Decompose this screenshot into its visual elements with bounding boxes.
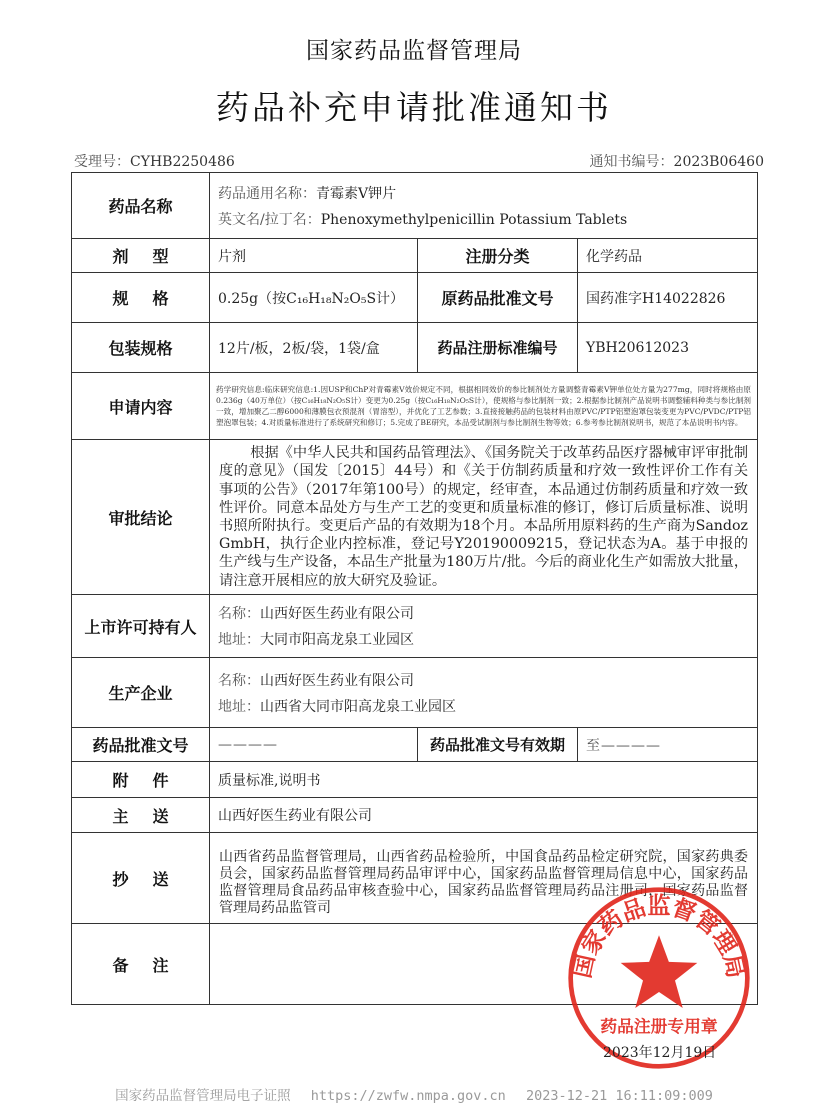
row-conclusion [72,440,758,595]
manufacturer-address-line [218,693,749,719]
application-value: 药学研究信息:临床研究信息:1.因USP和ChP对青霉素V效价规定不同，根据相同效价的参比制剂处方量调整青霉素V钾单位处方量为277mg，同时将规格由原0.236g（40万单位）（按C₁₆H₁₈N₂O₅S计）变更为0.25g（按C₁₆H₁₈N₂O₅S计），使规格与参比制剂一致；2.根据参比制剂产品说明书调整辅料种类与参比制剂一致，增加聚乙二醇6000和薄膜包衣预混剂（胃溶型），并优化了工艺参数；3.直接接触药品的包装材料由原PVC/PTP铝塑泡罩包装变更为PVC/PVDC/PTP铝塑泡罩包装；4.对质量标准进行了系统研究和修订；5.完成了BE研究，本品受试制剂与参比制剂生物等效；6.参考参比制剂说明书，规范了本品说明书内容。 [210,373,758,440]
mah-address-value: 大同市阳高龙泉工业园区 [260,632,414,648]
row-dosage-form [72,239,758,273]
approval-validity-value: 至———— [578,728,758,762]
approval-table [71,172,758,1005]
row-spec [72,273,758,323]
packaging-value: 12片/板，2板/袋，1袋/盒 [210,323,418,373]
approval-no-value: ———— [210,728,418,762]
conclusion-label: 审批结论 [72,440,210,595]
footer-label: 国家药品监督管理局电子证照 [115,1088,291,1104]
generic-name-value: 青霉素V钾片 [316,185,397,202]
dosage-form-value: 片剂 [210,239,418,273]
spec-value: 0.25g（按C₁₆H₁₈N₂O₅S计） [210,273,418,323]
seal-star-icon [621,935,698,1008]
approval-no-label: 药品批准文号 [72,728,210,762]
approval-validity-label: 药品批准文号有效期 [418,728,578,762]
mah-address-line [218,626,749,652]
row-drug-name [72,173,758,239]
mah-address-label: 地址： [218,632,260,648]
row-approval-number [72,728,758,762]
drug-name-cell [210,173,758,239]
notice-number-value: 2023B06460 [673,154,764,170]
orig-approval-label: 原药品批准文号 [418,273,578,323]
document-title: 药品补充申请批准通知书 [216,88,612,127]
manufacturer-name-value: 山西好医生药业有限公司 [260,672,414,689]
application-label: 申请内容 [72,373,210,440]
acceptance-number-label: 受理号： [74,154,130,170]
manufacturer-name-label: 名称： [218,672,260,689]
mah-cell [210,595,758,658]
manufacturer-cell [210,658,758,728]
notice-number-label: 通知书编号： [589,154,674,170]
packaging-label: 包装规格 [72,323,210,373]
manufacturer-address-value: 山西省大同市阳高龙泉工业园区 [260,698,456,715]
footer-url[interactable]: https://zwfw.nmpa.gov.cn [310,1088,506,1104]
drug-name-label: 药品名称 [72,173,210,239]
generic-name-label: 药品通用名称： [218,185,316,202]
acceptance-number [74,151,235,171]
row-attachment [72,762,758,798]
english-name-line [218,206,749,232]
row-manufacturer [72,658,758,728]
agency-title: 国家药品监督管理局 [306,38,522,64]
mah-name-line [218,600,749,626]
row-application [72,373,758,440]
approval-table-wrapper [71,172,757,1006]
english-name-value: Phenoxymethylpenicillin Potassium Tablets [320,211,628,228]
cc-label: 抄送 [72,833,210,924]
reg-class-label: 注册分类 [418,239,578,273]
remarks-label: 备注 [72,924,210,1005]
row-packaging [72,323,758,373]
acceptance-number-value: CYHB2250486 [130,154,235,170]
seal-center-text: 药品注册专用章 [600,1015,718,1036]
cc-value: 山西省药品监督管理局，山西省药品检验所，中国食品药品检定研究院，国家药典委员会，国家药品监督管理局药品审评中心，国家药品监督管理局信息中心，国家药品监督管理局食品药品审核查验中心，国家药品监督管理局药品注册司，国家药品监督管理局药品监管司 [210,833,758,924]
row-mah [72,595,758,658]
manufacturer-label: 生产企业 [72,658,210,728]
generic-name-line [218,180,749,206]
row-main-recipient [72,798,758,833]
mah-name-label: 名称： [218,606,260,622]
reg-std-value: YBH20612023 [578,323,758,373]
notice-number [590,151,764,171]
footer [0,1084,828,1104]
reg-std-label: 药品注册标准编号 [418,323,578,373]
attachment-label: 附件 [72,762,210,798]
mah-name-value: 山西好医生药业有限公司 [260,606,414,622]
footer-timestamp: 2023-12-21 16:11:09:009 [525,1088,713,1104]
attachment-value: 质量标准,说明书 [210,762,758,798]
manufacturer-name-line [218,667,749,693]
main-recipient-label: 主送 [72,798,210,833]
reg-class-value: 化学药品 [578,239,758,273]
english-name-label: 英文名/拉丁名： [218,211,321,228]
mah-label: 上市许可持有人 [72,595,210,658]
main-recipient-value: 山西好医生药业有限公司 [210,798,758,833]
spec-label: 规格 [72,273,210,323]
manufacturer-address-label: 地址： [218,698,260,715]
dosage-form-label: 剂型 [72,239,210,273]
conclusion-value: 根据《中华人民共和国药品管理法》、《国务院关于改革药品医疗器械审评审批制度的意见》（国发〔2015〕44号）和《关于仿制药质量和疗效一致性评价工作有关事项的公告》（2017年第100号）的规定，经审查，本品通过仿制药质量和疗效一致性评价。同意本品处方与生产工艺的变更和质量标准的修订，修订后质量标准、说明书照所附执行。变更后产品的有效期为18个月。本品所用原料药的生产商为Sandoz GmbH，执行企业内控标准，登记号Y20190009215，登记状态为A。基于申报的生产线与生产设备，本品生产批量为180万片/批。今后的商业化生产如需放大批量，请注意开展相应的放大研究及验证。 [210,440,758,595]
orig-approval-value: 国药准字H14022826 [578,273,758,323]
seal-ring-text: 国家药品监督管理局 [568,892,750,981]
seal-date: 2023年12月19日 [603,1045,717,1061]
